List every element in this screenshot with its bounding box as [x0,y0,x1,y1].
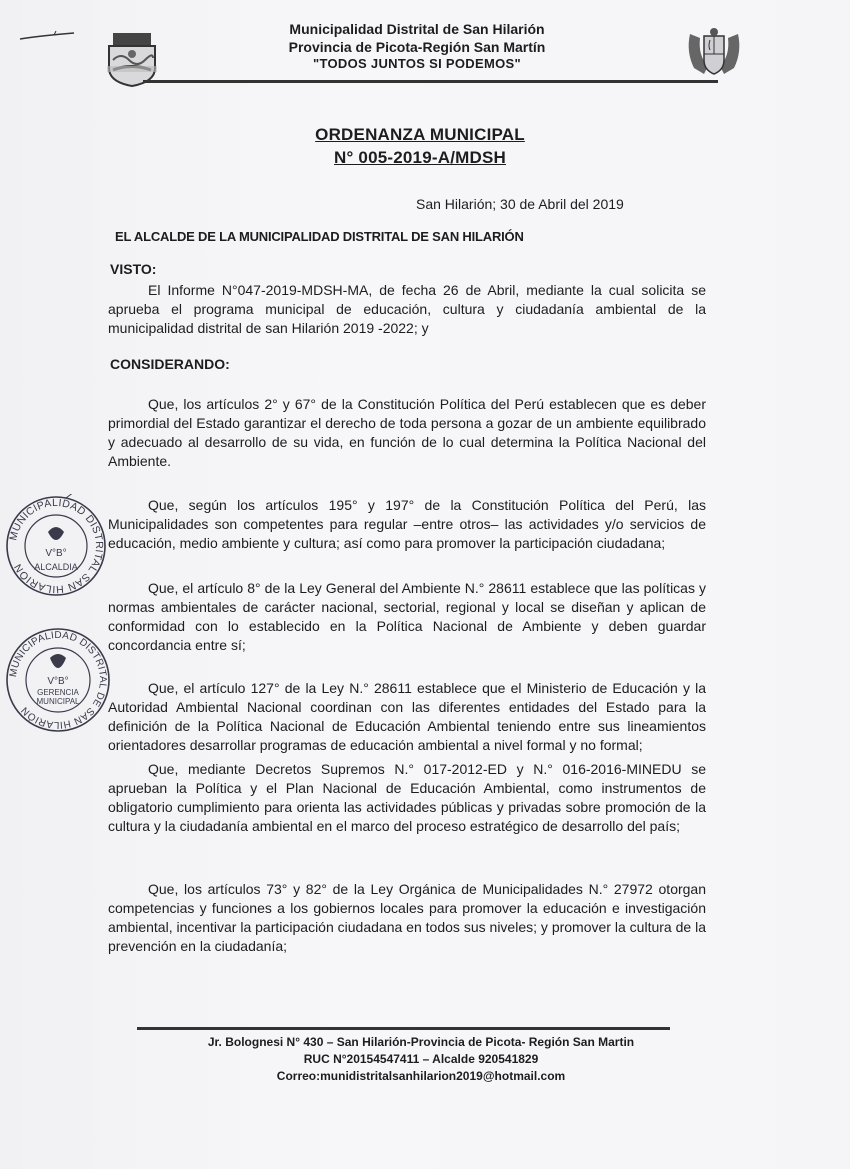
letterhead-province: Provincia de Picota-Región San Martín [288,39,546,55]
footer-ruc: RUC N°20154547411 – Alcalde 920541829 [303,1052,539,1066]
gerencia-seal-stamp [4,626,112,734]
letterhead-motto: "TODOS JUNTOS SI PODEMOS" [313,56,521,71]
letterhead-municipality: Municipalidad Distrital de San Hilarión [289,21,545,37]
national-coat-of-arms-icon [686,26,742,80]
document-title: ORDENANZA MUNICIPAL [315,125,525,144]
gerencia-office-text-2: MUNICIPAL [36,697,80,706]
considerando-paragraph-4: Que, el artículo 127° de la Ley N.° 28611 establece que el Ministerio de Educación y la Autoridad Ambiental Nacional coordinan con las diferentes entidades del Estado para la definición de la Política Nacional de Educación Ambiental teniendo entre sus lineamientos orientadores desarrollar programas de educación ambiental a nivel formal y no formal; [108,680,706,753]
document-number: N° 005-2019-A/MDSH [334,148,506,167]
gerencia-office-text: GERENCIA [37,688,79,697]
document-date: San Hilarión; 30 de Abril del 2019 [416,196,624,212]
svg-text:MUNICIPALIDAD DISTRITAL DE SAN: MUNICIPALIDAD DISTRITAL DE SAN HILARIÓN [7,629,109,731]
visto-paragraph: El Informe N°047-2019-MDSH-MA, de fecha 26 de Abril, mediante la cual solicita se aprueba el programa municipal de educación, cultura y ciudadanía ambiental de la municipalidad distrital de san Hilarión 2019 -2022; y [108,282,706,336]
alcaldia-seal-stamp [4,494,108,598]
footer-address: Jr. Bolognesi N° 430 – San Hilarión-Provincia de Picota- Región San Martin [207,1035,635,1049]
gerencia-vb-text: V°B° [47,676,69,687]
header-divider [143,80,718,83]
considerando-paragraph-6: Que, los artículos 73° y 82° de la Ley Orgánica de Municipalidades N.° 27972 otorgan competencias y funciones a los gobiernos locales para promover la educación e investigación ambiental, incentivar la participación ciudadana en todos sus niveles; y promover la cultura de la prevención en la ciudadanía; [108,881,706,954]
visto-heading: VISTO: [110,261,157,277]
alcaldia-vb-text: V°B° [45,548,67,559]
considerando-paragraph-1: Que, los artículos 2° y 67° de la Constitución Política del Perú establecen que es deber primordial del Estado garantizar el derecho de toda persona a gozar de un ambiente equilibrado y adecuado al desarrollo de su vida, en función de lo cual determina la Política Nacional del Ambiente. [108,396,706,469]
alcaldia-office-text: ALCALDIA [34,562,78,572]
considerando-paragraph-2: Que, según los artículos 195° y 197° de la Constitución Política del Perú, las Municipalidades son competentes para regular –entre otros– las actividades y/o servicios de educación, medio ambiente y cultura; así como para promover la participación ciudadana; [108,497,706,551]
considerando-paragraph-5: Que, mediante Decretos Supremos N.° 017-2012-ED y N.° 016-2016-MINEDU se aprueban la Política y el Plan Nacional de Educación Ambiental, como instrumentos de obligatorio cumplimiento para orienta las actividades públicas y privadas sobre promoción de la cultura y la ciudadanía ambiental en el marco del proceso estratégico de desarrollo del país; [108,761,706,834]
footer-email: Correo:munidistritalsanhilarion2019@hotmail.com [276,1069,566,1083]
considerando-heading: CONSIDERANDO: [110,356,230,372]
svg-text:MUNICIPALIDAD DISTRITAL SAN HI: MUNICIPALIDAD DISTRITAL SAN HILARIÓN [7,496,106,596]
footer-divider [137,1027,670,1030]
issuer-heading: EL ALCALDE DE LA MUNICIPALIDAD DISTRITAL DE SAN HILARIÓN [115,229,524,244]
considerando-paragraph-3: Que, el artículo 8° de la Ley General del Ambiente N.° 28611 establece que las políticas y normas ambientales de carácter nacional, sectorial, regional y local se diseñan y aplican de conformidad con lo establecido en la Política Nacional de Ambiente y deben guardar concordancia entre sí; [108,580,706,653]
